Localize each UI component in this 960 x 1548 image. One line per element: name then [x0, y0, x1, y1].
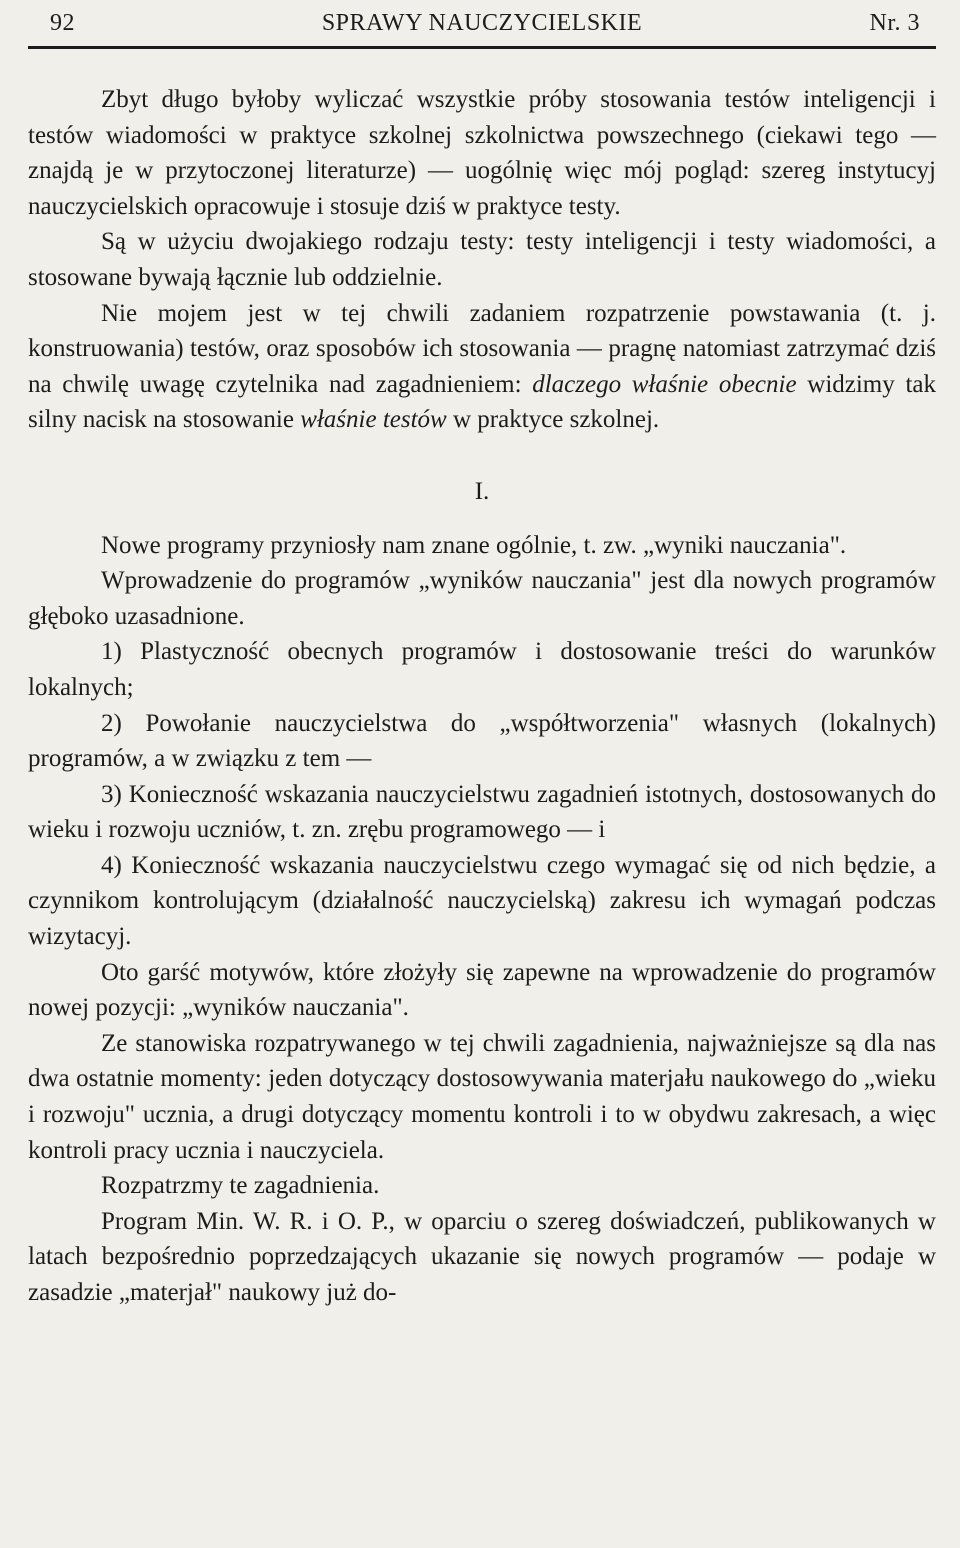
- paragraph: Wprowadzenie do programów „wyników nauczania" jest dla nowych programów głęboko uzasadnione.: [28, 567, 936, 630]
- emphasis-text: dlaczego właśnie obecnie: [532, 370, 797, 398]
- section-heading: I.: [474, 477, 490, 505]
- issue-number: Nr. 3: [869, 10, 920, 36]
- paragraph: Ze stanowiska rozpatrywanego w tej chwili zagadnienia, najważniejsze są dla nas dwa ostatnie momenty: jeden dotyczący dostosowywania materjału naukowego do „wieku i rozwoju" ucznia, a drugi dotyczący momentu kontroli i to w obydwu zakresach, a więc kontroli pracy ucznia i nauczyciela.: [28, 1029, 936, 1164]
- list-item: 4) Konieczność wskazania nauczycielstwu czego wymagać się od nich będzie, a czynnikom kontrolującym (działalność nauczycielską) zakresu ich wymagań podczas wizytacyj.: [28, 851, 936, 951]
- list-item: 3) Konieczność wskazania nauczycielstwu zagadnień istotnych, dostosowanych do wieku i rozwoju uczniów, t. zn. zrębu programowego — i: [28, 780, 936, 844]
- paragraph: Program Min. W. R. i O. P., w oparciu o szereg doświadczeń, publikowanych w latach bezpośrednio poprzedzających ukazanie się nowych programów — podaje w zasadzie „materjał" naukowy już do-: [28, 1207, 936, 1306]
- paragraph: Oto garść motywów, które złożyły się zapewne na wprowadzenie do programów nowej pozycji: „wyników nauczania".: [28, 958, 936, 1022]
- running-header: [28, 0, 936, 49]
- list-item: 2) Powołanie nauczycielstwa do „współtworzenia" własnych (lokalnych) programów, a w związku z tem —: [28, 709, 936, 773]
- paragraph-text: Nie mojem jest w tej chwili zadaniem rozpatrzenie powstawania (t. j. konstruowania) testów, oraz sposobów ich stosowania — pragnę natomiast zatrzymać dziś na chwilę uwagę czytelnika nad zagadnieniem:: [28, 299, 936, 398]
- article-body: [28, 82, 936, 1311]
- paragraph: [28, 296, 936, 438]
- paragraph: Są w użyciu dwojakiego rodzaju testy: testy inteligencji i testy wiadomości, a stosowane bywają łącznie lub oddzielnie.: [28, 228, 936, 291]
- list-item: 1) Plastyczność obecnych programów i dostosowanie treści do warunków lokalnych;: [28, 638, 936, 701]
- emphasis-text: właśnie testów: [300, 406, 447, 434]
- paragraph-text: w praktyce szkolnej.: [446, 406, 660, 434]
- page-number: 92: [50, 10, 75, 36]
- paragraph: Rozpatrzmy te zagadnienia.: [101, 1172, 380, 1200]
- paragraph: Zbyt długo byłoby wyliczać wszystkie próby stosowania testów inteligencji i testów wiadomości w praktyce szkolnej szkolnictwa powszechnego (ciekawi tego — znajdą je w przytoczonej literaturze) — uogólnię więc mój pogląd: szereg instytucyj nauczycielskich opracowuje i stosuje dziś w praktyce testy.: [28, 86, 936, 220]
- journal-title: SPRAWY NAUCZYCIELSKIE: [321, 10, 643, 36]
- paragraph-text: widzimy tak silny nacisk na stosowanie: [28, 370, 936, 434]
- paragraph: Nowe programy przyniosły nam znane ogólnie, t. zw. „wyniki nauczania".: [101, 531, 847, 559]
